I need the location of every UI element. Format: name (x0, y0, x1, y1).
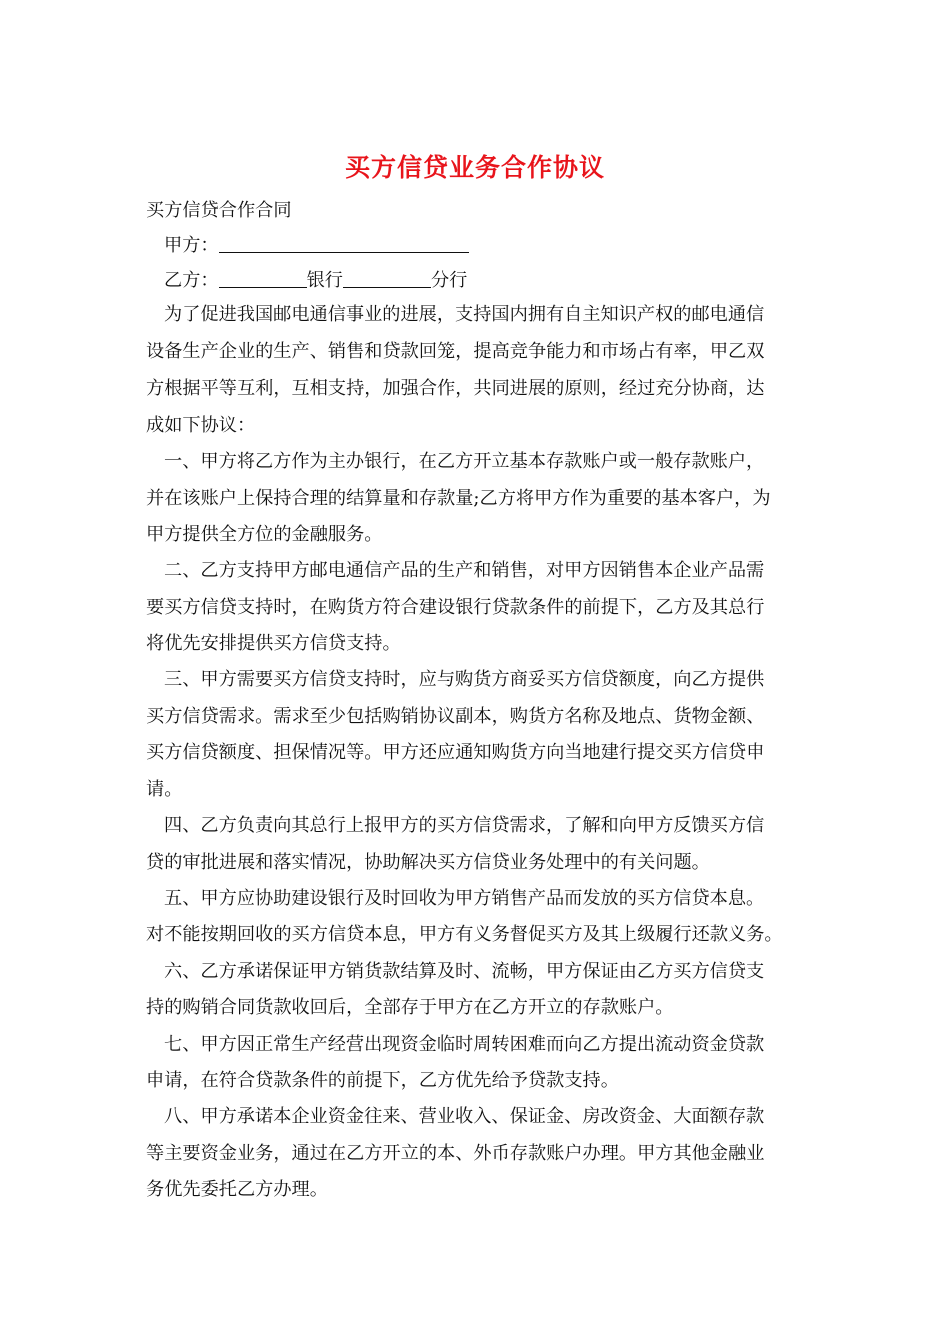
body-line: 成如下协议： (146, 415, 256, 436)
body-line: 贷的审批进展和落实情况，协助解决买方信贷业务处理中的有关问题。 (146, 852, 710, 873)
party-b-branch-label: 分行 (430, 270, 468, 291)
body-line: 六、乙方承诺保证甲方销货款结算及时、流畅，甲方保证由乙方买方信贷支 (164, 961, 765, 982)
party-a-label: 甲方： (164, 235, 219, 256)
body-line: 等主要资金业务，通过在乙方开立的本、外币存款账户办理。甲方其他金融业 (146, 1143, 765, 1164)
body-line: 七、甲方因正常生产经营出现资金临时周转困难而向乙方提出流动资金贷款 (164, 1034, 765, 1055)
body-line: 请。 (146, 779, 183, 800)
body-line: 甲方提供全方位的金融服务。 (146, 524, 383, 545)
body-line: 一、甲方将乙方作为主办银行，在乙方开立基本存款账户或一般存款账户， (164, 451, 765, 472)
party-b-line (164, 266, 467, 296)
party-a-line (164, 231, 469, 261)
party-b-branch-blank (343, 269, 431, 288)
party-b-label: 乙方： (164, 270, 219, 291)
body-line: 方根据平等互利，互相支持，加强合作，共同进展的原则，经过充分协商，达 (146, 378, 765, 399)
body-line: 务优先委托乙方办理。 (146, 1179, 328, 1200)
body-line: 五、甲方应协助建设银行及时回收为甲方销售产品而发放的买方信贷本息。 (164, 888, 765, 909)
document-title: 买方信贷业务合作协议 (344, 153, 605, 182)
party-a-blank (219, 234, 469, 253)
body-line: 买方信贷额度、担保情况等。甲方还应通知购货方向当地建行提交买方信贷申 (146, 742, 765, 763)
body-line: 三、甲方需要买方信贷支持时，应与购货方商妥买方信贷额度，向乙方提供 (164, 669, 765, 690)
document-subtitle: 买方信贷合作合同 (146, 200, 292, 221)
party-b-bank-label: 银行 (306, 270, 343, 291)
body-line: 买方信贷需求。需求至少包括购销协议副本，购货方名称及地点、货物金额、 (146, 706, 765, 727)
body-line: 八、甲方承诺本企业资金往来、营业收入、保证金、房改资金、大面额存款 (164, 1106, 765, 1127)
body-line: 对不能按期回收的买方信贷本息，甲方有义务督促买方及其上级履行还款义务。 (146, 924, 783, 945)
body-line: 四、乙方负责向其总行上报甲方的买方信贷需求，了解和向甲方反馈买方信 (164, 815, 765, 836)
body-line: 设备生产企业的生产、销售和贷款回笼，提高竞争能力和市场占有率，甲乙双 (146, 341, 765, 362)
party-b-bank-blank (219, 269, 307, 288)
body-line: 并在该账户上保持合理的结算量和存款量;乙方将甲方作为重要的基本客户，为 (146, 488, 771, 509)
body-line: 持的购销合同货款收回后，全部存于甲方在乙方开立的存款账户。 (146, 997, 674, 1018)
body-line: 将优先安排提供买方信贷支持。 (146, 633, 401, 654)
body-line: 申请，在符合贷款条件的前提下，乙方优先给予贷款支持。 (146, 1070, 619, 1091)
body-line: 为了促进我国邮电通信事业的进展，支持国内拥有自主知识产权的邮电通信 (164, 304, 765, 325)
body-line: 二、乙方支持甲方邮电通信产品的生产和销售，对甲方因销售本企业产品需 (164, 560, 765, 581)
body-line: 要买方信贷支持时，在购货方符合建设银行贷款条件的前提下，乙方及其总行 (146, 597, 765, 618)
